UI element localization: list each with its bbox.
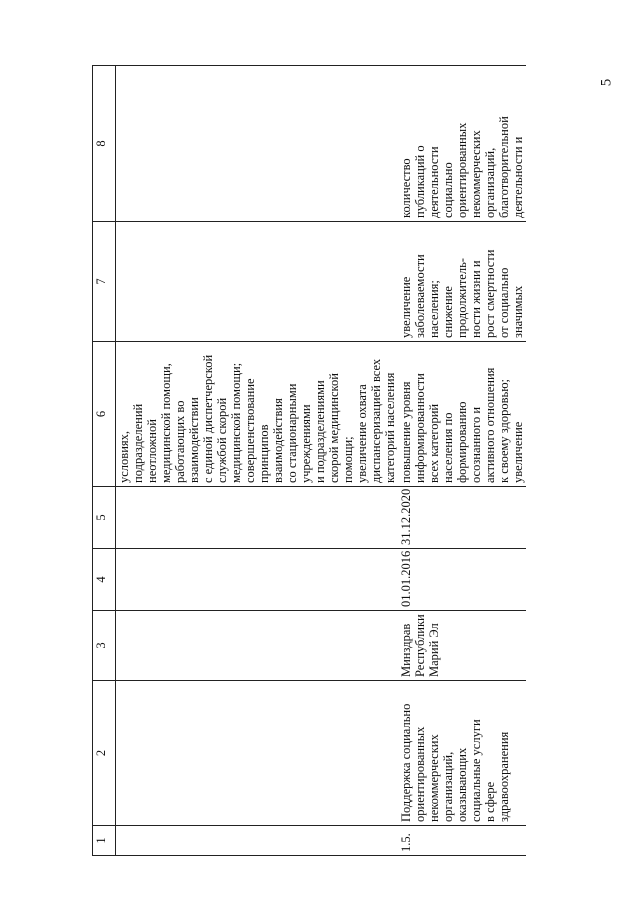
col-header-8: 8 <box>93 66 116 222</box>
rotated-table-sheet <box>92 66 562 856</box>
text-line: социальные услуги <box>469 719 483 822</box>
text-line: Марий Эл <box>427 623 441 677</box>
text-line: формированию <box>455 401 469 483</box>
text-line: со стационарными <box>285 383 299 483</box>
text-line: категорий населения <box>383 372 397 483</box>
page-number: 5 <box>597 78 614 87</box>
text-line: с единой диспетчерской <box>201 354 215 483</box>
text-line: осознанного и <box>469 406 483 483</box>
col-header-5: 5 <box>93 487 116 549</box>
text-line: неотложной <box>145 419 159 483</box>
text-line: некоммерческих <box>427 734 441 822</box>
text-line: взаимодействия <box>271 398 285 483</box>
col-header-7: 7 <box>93 222 116 342</box>
text-line: всех категорий <box>427 403 441 483</box>
text-line: Поддержка социально <box>399 703 413 822</box>
prev-result-cell <box>116 342 399 487</box>
text-line: Минздрав <box>399 623 413 677</box>
measure-name-cell <box>398 681 526 826</box>
col-header-6: 6 <box>93 342 116 487</box>
text-line: принципов <box>257 424 271 483</box>
text-line: Республики <box>413 614 427 677</box>
text-line: от социально <box>497 267 511 338</box>
text-line: увеличение <box>399 276 413 338</box>
end-date: 31.12.2020 <box>398 487 526 549</box>
text-line: заболеваемости <box>413 254 427 338</box>
text-line: ориентированных <box>455 122 469 218</box>
executor-cell <box>398 611 526 681</box>
text-line: снижение <box>441 286 455 338</box>
text-line: увеличение охвата <box>355 384 369 483</box>
text-line: условиях, <box>117 430 131 483</box>
text-line: к своему здоровью; <box>497 378 511 483</box>
text-line: медицинской помощи, <box>159 363 173 483</box>
text-line: ориентированных <box>413 726 427 822</box>
col-header-1: 1 <box>93 826 116 856</box>
text-line: количество <box>399 158 413 218</box>
text-line: рост смертности <box>483 249 497 338</box>
text-line: населения по <box>441 412 455 483</box>
text-line: информированности <box>413 373 427 483</box>
text-line: учреждениями <box>299 404 313 483</box>
text-line: помощи; <box>341 436 355 483</box>
text-line: благотворительной <box>497 116 511 218</box>
text-line: населения; <box>427 280 441 338</box>
table-row-1-5 <box>398 66 526 856</box>
text-line: некоммерческих <box>469 130 483 218</box>
text-line: деятельности <box>427 146 441 218</box>
text-line: значимых <box>511 285 525 338</box>
text-line: социально <box>441 162 455 218</box>
text-line: работающих во <box>173 400 187 483</box>
text-line: продолжитель- <box>455 258 469 338</box>
text-line: организаций, <box>441 751 455 822</box>
text-line: диспансеризацией всех <box>369 358 383 483</box>
text-line: увеличение <box>511 421 525 483</box>
text-line: ности жизни и <box>469 260 483 338</box>
text-line: организаций, <box>483 147 497 218</box>
consequences-cell <box>398 222 526 342</box>
text-line: деятельности и <box>511 136 525 218</box>
table-row-prev <box>116 66 399 856</box>
text-line: взаимодействии <box>187 397 201 483</box>
header-row <box>93 66 116 856</box>
text-line: скорой медицинской <box>327 373 341 483</box>
text-line: службой скорой <box>215 397 229 483</box>
text-line: совершенствование <box>243 378 257 483</box>
text-line: медицинской помощи; <box>229 362 243 483</box>
text-line: публикаций о <box>413 145 427 218</box>
col-header-2: 2 <box>93 681 116 826</box>
row-number: 1.5. <box>398 826 526 856</box>
col-header-4: 4 <box>93 549 116 611</box>
start-date: 01.01.2016 <box>398 549 526 611</box>
program-table <box>92 65 526 856</box>
text-line: в сфере <box>483 781 497 822</box>
text-line: оказывающих <box>455 747 469 822</box>
indicators-cell <box>398 66 526 222</box>
text-line: и подразделениями <box>313 380 327 483</box>
text-line: подразделений <box>131 403 145 483</box>
col-header-3: 3 <box>93 611 116 681</box>
result-cell <box>398 342 526 487</box>
text-line: здравоохранения <box>497 731 511 822</box>
text-line: активного отношения <box>483 367 497 483</box>
text-line: повышение уровня <box>399 381 413 483</box>
